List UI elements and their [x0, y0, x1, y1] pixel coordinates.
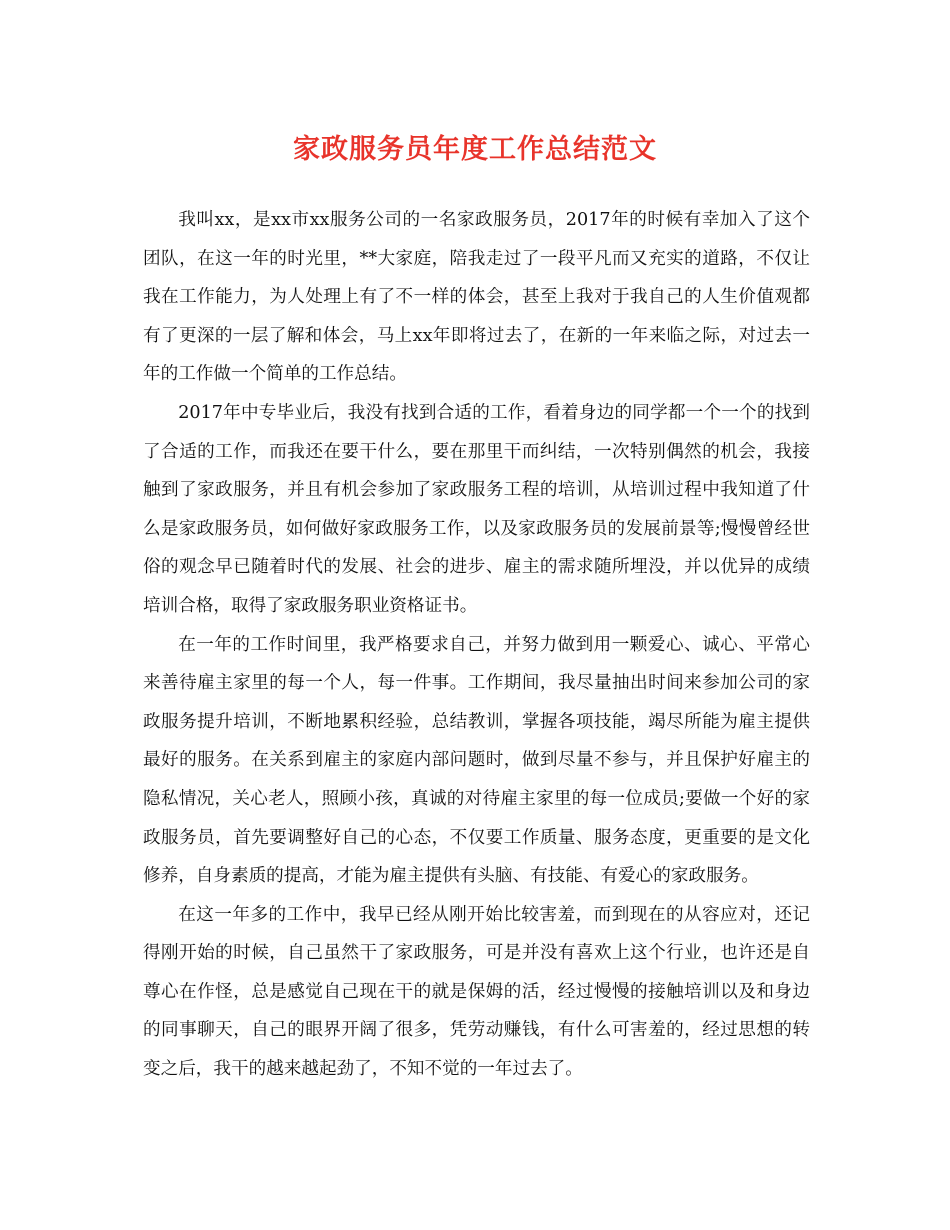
paragraph-1: 我叫xx，是xx市xx服务公司的一名家政服务员，2017年的时候有幸加入了这个团队，在这一年的时光里，**大家庭，陪我走过了一段平凡而又充实的道路，不仅让我在工作能力，为人处理上有了不一样的体会，甚至上我对于我自己的人生价值观都有了更深的一层了解和体会，马上xx年即将过去了，在新的一年来临之际，对过去一年的工作做一个简单的工作总结。	[143, 210, 810, 385]
document-title: 家政服务员年度工作总结范文	[293, 134, 657, 165]
paragraph-4: 在这一年多的工作中，我早已经从刚开始比较害羞，而到现在的从容应对，还记得刚开始的时候，自己虽然干了家政服务，可是并没有喜欢上这个行业，也许还是自尊心在作怪，总是感觉自己现在干的就是保姆的活，经过慢慢的接触培训以及和身边的同事聊天，自己的眼界开阔了很多，凭劳动赚钱，有什么可害羞的，经过思想的转变之后，我干的越来越起劲了，不知不觉的一年过去了。	[143, 904, 810, 1080]
document-body	[143, 201, 810, 1089]
paragraph-3: 在一年的工作时间里，我严格要求自己，并努力做到用一颗爱心、诚心、平常心来善待雇主家里的每一个人，每一件事。工作期间，我尽量抽出时间来参加公司的家政服务提升培训，不断地累积经验，总结教训，掌握各项技能，竭尽所能为雇主提供最好的服务。在关系到雇主的家庭内部问题时，做到尽量不参与，并且保护好雇主的隐私情况，关心老人，照顾小孩，真诚的对待雇主家里的每一位成员;要做一个好的家政服务员，首先要调整好自己的心态，不仅要工作质量、服务态度，更重要的是文化修养，自身素质的提高，才能为雇主提供有头脑、有技能、有爱心的家政服务。	[143, 634, 810, 887]
paragraph-2: 2017年中专毕业后，我没有找到合适的工作，看着身边的同学都一个一个的找到了合适的工作，而我还在要干什么，要在那里干而纠结，一次特别偶然的机会，我接触到了家政服务，并且有机会参加了家政服务工程的培训，从培训过程中我知道了什么是家政服务员，如何做好家政服务工作，以及家政服务员的发展前景等;慢慢曾经世俗的观念早已随着时代的发展、社会的进步、雇主的需求随所埋没，并以优异的成绩培训合格，取得了家政服务职业资格证书。	[143, 402, 810, 616]
